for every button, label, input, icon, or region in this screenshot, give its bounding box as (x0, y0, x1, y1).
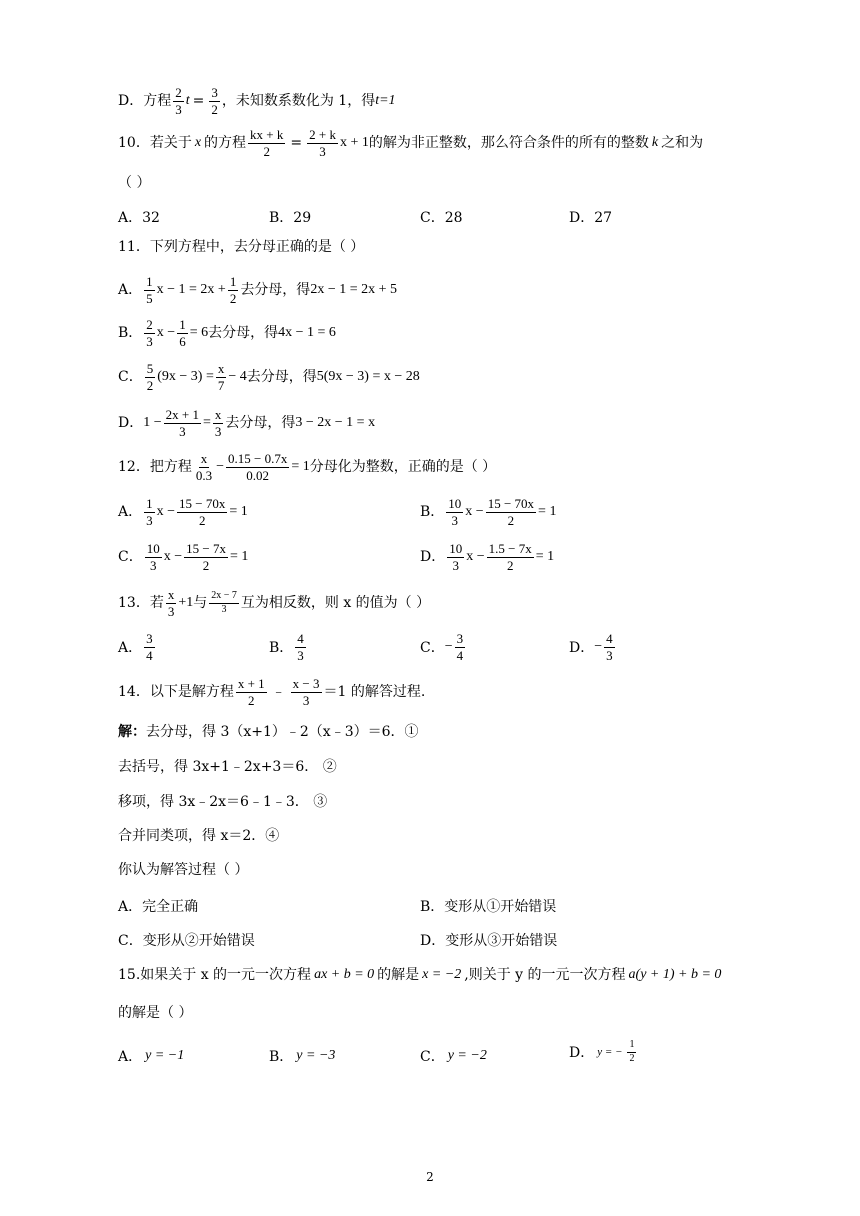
question-13-stem: 13．若 $\frac{x}{3}$ +1 与 $\frac{2x - 7}{3}$ 互为相反数，则 x 的值为（ ） (118, 587, 431, 619)
q14-option-a: A．完全正确 (118, 899, 199, 915)
question-15-paren: 的解是（ ） (118, 1005, 193, 1021)
q13-option-b: B． $\frac{4}{3}$ (269, 631, 304, 663)
q14-option-d: D．变形从③开始错误 (420, 933, 558, 949)
q11-option-a: A． $\frac{1}{5}$ x − 1 = 2x + $\frac{1}{2}$ 去分母，得 2x − 1 = 2x + 5 (118, 274, 397, 306)
question-14-stem: 14．以下是解方程 $\frac{x + 1}{2}$ ﹣ $\frac{x - 3}{3}$ ＝1 的解答过程. (118, 676, 426, 708)
q11-option-b: B． $\frac{2}{3}$ x − $\frac{1}{6}$ = 6 去分母，得 4x − 1 = 6 (118, 317, 336, 349)
question-12-stem: 12．把方程 $\frac{x}{0.3}$ − $\frac{0.15 - 0.7x}{0.02}$ = 1 分母化为整数，正确的是（ ） (118, 451, 497, 483)
q14-ask: 你认为解答过程（ ） (118, 862, 249, 878)
q14-step-4: 合并同类项，得 x＝2．④ (118, 828, 280, 844)
q15-option-c: C． y = −2 (420, 1048, 487, 1065)
q13-option-a: A． $\frac{3}{4}$ (118, 631, 153, 663)
q14-step-3: 移项，得 3x﹣2x＝6﹣1﹣3． ③ (118, 794, 328, 810)
question-11-stem: 11．下列方程中，去分母正确的是（ ） (118, 239, 365, 255)
page-number: 2 (426, 1170, 434, 1184)
q13-option-c: C． − $\frac{3}{4}$ (420, 631, 464, 663)
question-10-paren: （ ） (118, 175, 151, 191)
q15-option-b: B． y = −3 (269, 1048, 336, 1065)
q14-step-2: 去括号，得 3x+1﹣2x+3＝6． ② (118, 759, 337, 775)
fraction: $\frac{3}{2}$ (211, 85, 218, 117)
fraction: $\frac{2 + k}{3}$ (309, 127, 336, 159)
q12-option-a: A． $\frac{1}{3}$ x − $\frac{15 - 70x}{2}$ = 1 (118, 496, 248, 528)
q11-option-c: C． $\frac{5}{2}$ (9x − 3) = $\frac{x}{7}$ − 4 去分母，得 5(9x − 3) = x − 28 (118, 361, 420, 393)
q12-option-b: B． $\frac{10}{3}$ x − $\frac{15 - 70x}{2}$ = 1 (420, 496, 557, 528)
q10-option-c: C．28 (420, 210, 463, 226)
question-10-stem: 10．若关于 x 的方程 $\frac{kx + k}{2}$ = $\frac{2 + k}{3}$ x + 1 的解为非正整数，那么符合条件的所有的整数 k 之和为 (118, 127, 704, 159)
fraction: $\frac{2}{3}$ (175, 85, 182, 117)
q15-option-d: D． y = − $\frac{1}{2}$ (569, 1039, 635, 1064)
q14-option-b: B．变形从①开始错误 (420, 899, 557, 915)
fraction: $\frac{kx + k}{2}$ (250, 127, 284, 159)
q12-option-d: D． $\frac{10}{3}$ x − $\frac{1.5 - 7x}{2}$ = 1 (420, 541, 555, 573)
q11-option-d: D． 1 − $\frac{2x + 1}{3}$ = $\frac{x}{3}$ 去分母，得 3 − 2x − 1 = x (118, 407, 376, 439)
q10-option-a: A．32 (118, 210, 160, 226)
question-15-stem: 15.如果关于 x 的一元一次方程 ax + b = 0 的解是 x = −2 ,则关于 y 的一元一次方程 a(y + 1) + b = 0 (118, 967, 722, 983)
q14-option-c: C．变形从②开始错误 (118, 933, 255, 949)
q15-option-a: A． y = −1 (118, 1048, 185, 1065)
q13-option-d: D． − $\frac{4}{3}$ (569, 631, 613, 663)
q14-step-1: 解： 去分母，得 3（x+1）﹣2（x﹣3）＝6．① (118, 724, 419, 740)
q10-option-d: D．27 (569, 210, 613, 226)
q9-option-d: D．方程 $\frac{2}{3}$ t = $\frac{3}{2}$ ，未知数系数化为 1，得 t=1 (118, 85, 396, 117)
q10-option-b: B．29 (269, 210, 312, 226)
q12-option-c: C． $\frac{10}{3}$ x − $\frac{15 - 7x}{2}$ = 1 (118, 541, 249, 573)
